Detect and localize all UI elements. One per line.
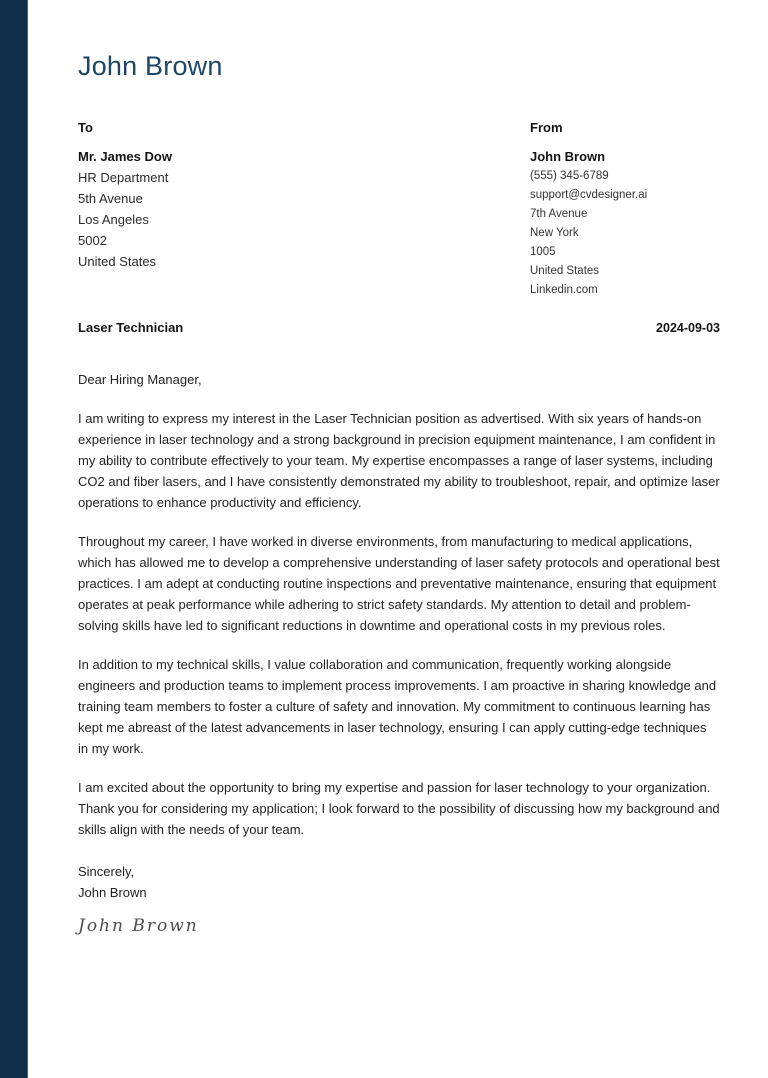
body-paragraph-4: I am excited about the opportunity to bring my expertise and passion for laser technology to your organization. Thank you for considering my application; I look forward to the possibility of discussing how my background and skills align with the needs of your team. [78, 780, 720, 837]
sender-label: From [530, 120, 563, 135]
letter-meta-row [78, 317, 720, 339]
body-paragraph-3: In addition to my technical skills, I value collaboration and communication, frequently working alongside engineers and production teams to implement process improvements. I am proactive in sharing knowledge and training team members to foster a culture of safety and innovation. My commitment to continuous learning has kept me abreast of the latest advancements in laser technology, ensuring I can apply cutting-edge techniques in my work. [78, 657, 717, 756]
sender-block [530, 117, 720, 300]
closing-block [78, 861, 720, 903]
recipient-label: To [78, 120, 93, 135]
recipient-city: Los Angeles [78, 212, 149, 227]
sender-phone: (555) 345-6789 [530, 170, 609, 182]
recipient-street: 5th Avenue [78, 191, 143, 206]
letter-date: 2024-09-03 [656, 321, 720, 335]
salutation: Dear Hiring Manager, [78, 372, 202, 387]
letter-content [78, 0, 720, 936]
closing-name: John Brown [78, 885, 147, 900]
sender-name: John Brown [530, 149, 606, 164]
sender-linkedin: Linkedin.com [530, 284, 598, 296]
sender-city: New York [530, 227, 579, 239]
sender-email: support@cvdesigner.ai [530, 189, 648, 201]
body-paragraph-2: Throughout my career, I have worked in diverse environments, from manufacturing to medical applications, which has allowed me to develop a comprehensive understanding of laser safety protocols and operational best practices. I am adept at conducting routine inspections and preventative maintenance, ensuring that equipment operates at peak performance while adhering to strict safety standards. My attention to detail and problem-solving skills have led to significant reductions in downtime and operational costs in my previous roles. [78, 534, 720, 633]
sender-country: United States [530, 265, 600, 277]
job-title: Laser Technician [78, 320, 184, 335]
closing-word: Sincerely, [78, 864, 135, 879]
address-blocks [78, 117, 720, 300]
recipient-block [78, 117, 530, 300]
body-paragraph-1: I am writing to express my interest in the Laser Technician position as advertised. With six years of hands-on experience in laser technology and a strong background in precision equipment maintenance, I am confident in my ability to contribute effectively to your team. My expertise encompasses a range of laser systems, including CO2 and fiber lasers, and I have consistently demonstrated my ability to troubleshoot, repair, and optimize laser operations to enhance productivity and efficiency. [78, 411, 720, 510]
recipient-name: Mr. James Dow [78, 149, 172, 164]
recipient-country: United States [78, 254, 157, 269]
recipient-postcode: 5002 [78, 233, 107, 248]
recipient-department: HR Department [78, 170, 169, 185]
sender-street: 7th Avenue [530, 208, 588, 220]
sender-postcode: 1005 [530, 246, 556, 258]
left-accent-strip [0, 0, 28, 1078]
page-title: John Brown [78, 51, 223, 81]
handwritten-signature: John Brown [78, 916, 199, 936]
